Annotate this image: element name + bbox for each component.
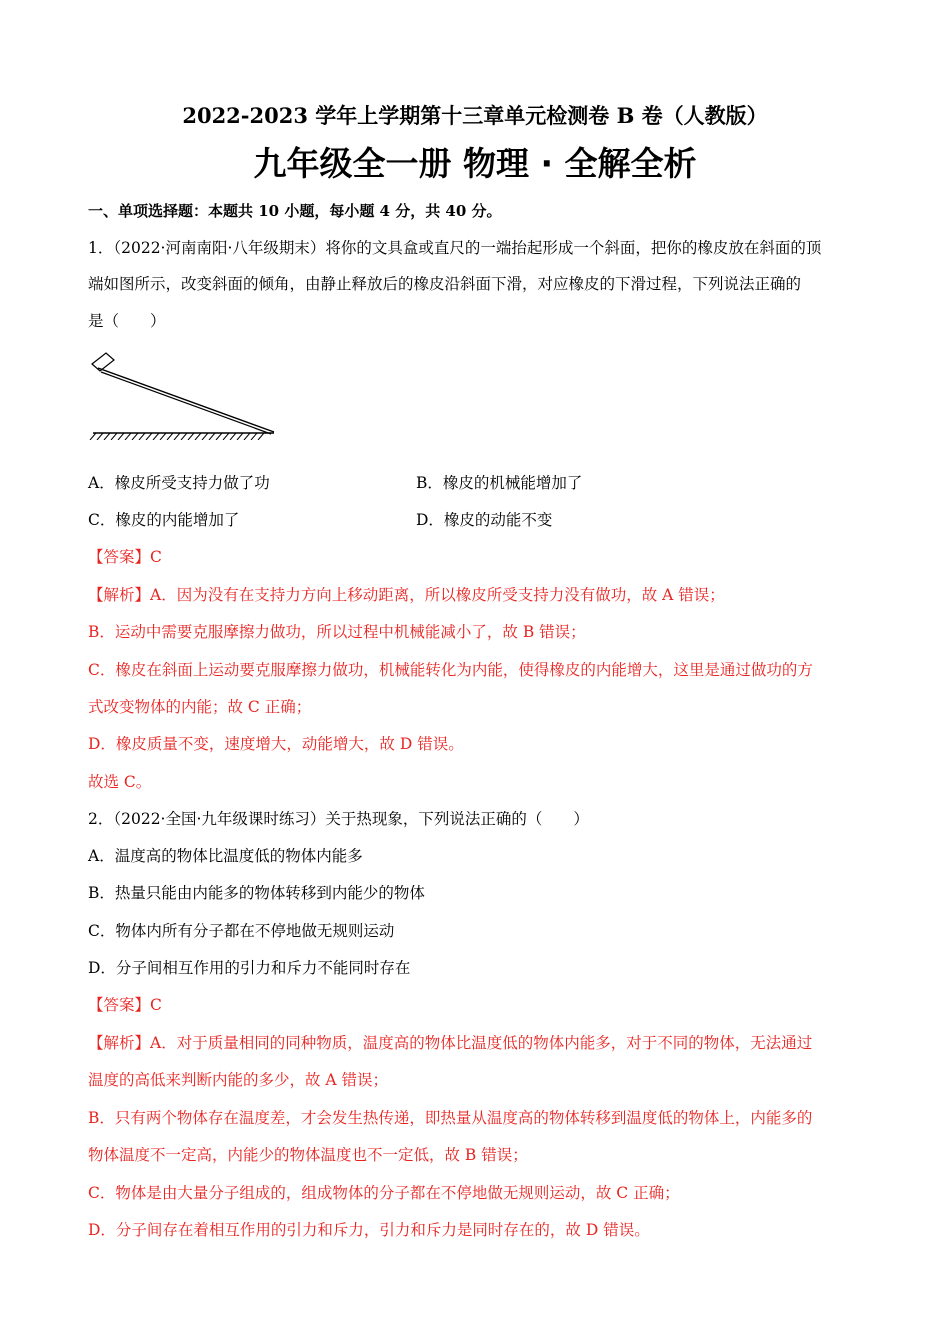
hatch-mark xyxy=(209,433,215,440)
hatch-mark xyxy=(223,433,229,440)
q1-option-b: B．橡皮的机械能增加了 xyxy=(416,474,583,492)
hatch-mark xyxy=(104,433,110,440)
document-subtitle: 九年级全一册 物理 · 全解全析 xyxy=(253,144,697,183)
q2-analysis-line: B．只有两个物体存在温度差，才会发生热传递，即热量从温度高的物体转移到温度低的物体上，内能多的 xyxy=(88,1109,813,1127)
incline-diagram xyxy=(88,350,278,440)
hatch-mark xyxy=(111,433,117,440)
hatch-mark xyxy=(181,433,187,440)
q2-analysis-line: 【解析】A．对于质量相同的同种物质，温度高的物体比温度低的物体内能多，对于不同的物体，无法通过 xyxy=(88,1034,813,1052)
q2-analysis-line: C．物体是由大量分子组成的，组成物体的分子都在不停地做无规则运动，故 C 正确； xyxy=(88,1184,680,1202)
hatch-mark xyxy=(237,433,243,440)
q2-option-c: C．物体内所有分子都在不停地做无规则运动 xyxy=(88,922,395,940)
q1-analysis-line: 式改变物体的内能；故 C 正确； xyxy=(88,698,312,716)
incline-ruler-edge xyxy=(101,372,271,434)
q1-analysis-line: B．运动中需要克服摩擦力做功，所以过程中机械能减小了，故 B 错误； xyxy=(88,623,586,641)
hatch-mark xyxy=(216,433,222,440)
q2-stem: 2．（2022·全国·九年级课时练习）关于热现象，下列说法正确的（ ） xyxy=(88,810,589,828)
incline-ruler xyxy=(98,368,274,432)
hatch-mark xyxy=(188,433,194,440)
section-heading: 一、单项选择题：本题共 10 小题，每小题 4 分，共 40 分。 xyxy=(88,202,502,220)
hatch-mark xyxy=(202,433,208,440)
q1-conclusion: 故选 C。 xyxy=(88,773,152,791)
q2-analysis-line: D．分子间存在着相互作用的引力和斥力，引力和斥力是同时存在的，故 D 错误。 xyxy=(88,1221,650,1239)
hatch-mark xyxy=(97,433,103,440)
q1-answer: 【答案】C xyxy=(88,548,162,566)
q2-option-b: B．热量只能由内能多的物体转移到内能少的物体 xyxy=(88,884,425,902)
hatch-mark xyxy=(258,433,264,440)
hatch-mark xyxy=(160,433,166,440)
hatch-mark xyxy=(153,433,159,440)
q1-analysis-line: 【解析】A．因为没有在支持力方向上移动距离，所以橡皮所受支持力没有做功，故 A 错误； xyxy=(88,586,725,604)
hatch-mark xyxy=(125,433,131,440)
hatch-mark xyxy=(146,433,152,440)
q1-stem-line: 1．（2022·河南南阳·八年级期末）将你的文具盒或直尺的一端抬起形成一个斜面，把你的橡皮放在斜面的顶 xyxy=(88,239,822,257)
hatch-mark xyxy=(244,433,250,440)
document-title: 2022-2023 学年上学期第十三章单元检测卷 B 卷（人教版） xyxy=(182,103,768,128)
eraser-block xyxy=(92,353,114,371)
q1-option-c: C．橡皮的内能增加了 xyxy=(88,511,240,529)
hatch-mark xyxy=(195,433,201,440)
q2-answer: 【答案】C xyxy=(88,996,162,1014)
q1-analysis-line: C．橡皮在斜面上运动要克服摩擦力做功，机械能转化为内能，使得橡皮的内能增大，这里是通过做功的方 xyxy=(88,661,813,679)
q1-option-a: A．橡皮所受支持力做了功 xyxy=(88,474,270,492)
q2-analysis-line: 物体温度不一定高，内能少的物体温度也不一定低，故 B 错误； xyxy=(88,1146,528,1164)
q1-stem-line: 端如图所示，改变斜面的倾角，由静止释放后的橡皮沿斜面下滑，对应橡皮的下滑过程，下列说法正确的 xyxy=(88,275,802,293)
hatch-mark xyxy=(230,433,236,440)
hatch-mark xyxy=(174,433,180,440)
q2-analysis-line: 温度的高低来判断内能的多少，故 A 错误； xyxy=(88,1071,389,1089)
hatch-mark xyxy=(139,433,145,440)
q1-option-d: D．橡皮的动能不变 xyxy=(416,511,553,529)
q2-option-d: D．分子间相互作用的引力和斥力不能同时存在 xyxy=(88,959,411,977)
hatch-mark xyxy=(90,433,96,440)
hatch-mark xyxy=(132,433,138,440)
hatch-mark xyxy=(167,433,173,440)
q1-stem-line: 是（ ） xyxy=(88,312,166,330)
q2-option-a: A．温度高的物体比温度低的物体内能多 xyxy=(88,847,363,865)
hatch-mark xyxy=(251,433,257,440)
ground-hatching xyxy=(90,433,264,440)
hatch-mark xyxy=(118,433,124,440)
q1-analysis-line: D．橡皮质量不变，速度增大，动能增大，故 D 错误。 xyxy=(88,735,464,753)
